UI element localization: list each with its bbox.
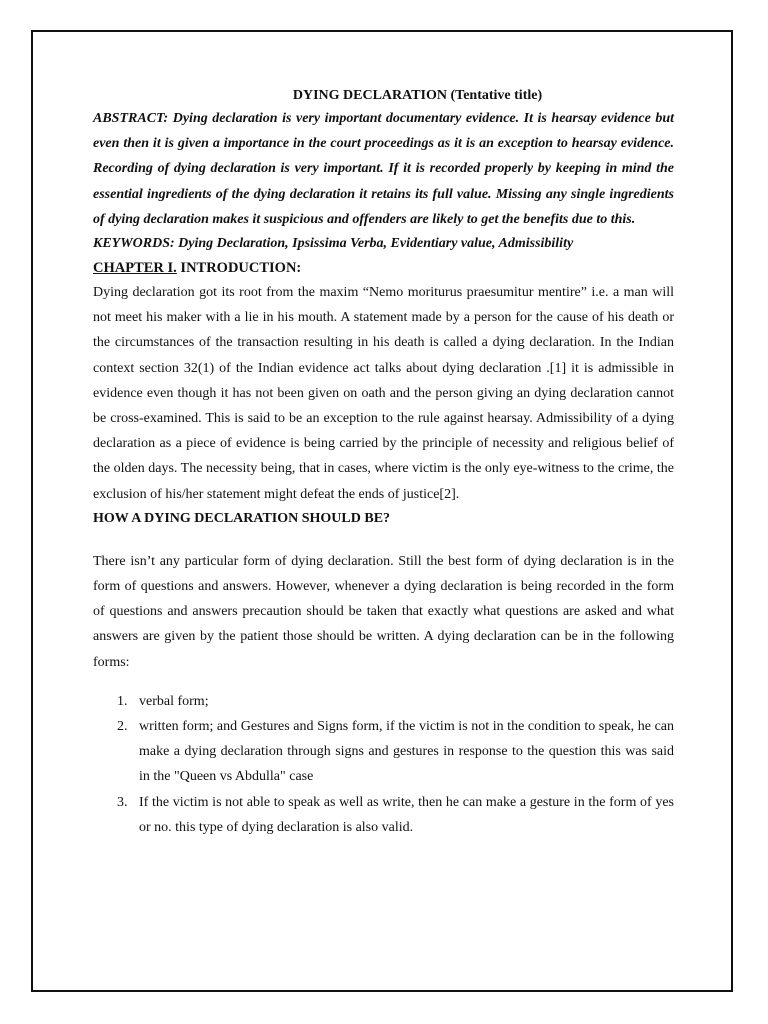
chapter-heading	[93, 256, 674, 280]
section-heading: HOW A DYING DECLARATION SHOULD BE?	[93, 510, 391, 526]
intro-paragraph: Dying declaration got its root from the maxim “Nemo moriturus praesumitur mentire” i.e. a man will not meet his maker with a lie in his mouth. A statement made by a person for the cause of his death or the circumstances of the transaction resulting in his death is called a dying declaration. In the Indian context section 32(1) of the Indian evidence act talks about dying declaration .[1] it is admissible in evidence even though it has not been given on oath and the person giving an dying declaration cannot be cross-examined. This is said to be an exception to the rule against hearsay. Admissibility of a dying declaration as a piece of evidence is being carried by the principle of necessity and religious belief of the olden days. The necessity being, that in cases, where victim is the only eye-witness to the crime, the exclusion of his/her statement might defeat the ends of justice[2].	[93, 285, 674, 502]
chapter-label: CHAPTER I.	[93, 260, 177, 277]
list-item	[93, 689, 674, 714]
abstract: ABSTRACT: Dying declaration is very important documentary evidence. It is hearsay evidence but even then it is given a importance in the court proceedings as it is an exception to hearsay evidence. Recording of dying declaration is very important. If it is recorded properly by keeping in mind the essential ingredients of the dying declaration it retains its full value. Missing any single ingredients of dying declaration makes it suspicious and offenders are likely to get the benefits due to this.	[93, 111, 674, 227]
document-body	[93, 86, 674, 840]
document-title: DYING DECLARATION (Tentative title)	[292, 88, 543, 103]
form-paragraph: There isn’t any particular form of dying declaration. Still the best form of dying declaration is in the form of questions and answers. However, whenever a dying declaration is being recorded in the form of questions and answers precaution should be taken that exactly what questions are asked and what answers are given by the patient those should be written. A dying declaration can be in the following forms:	[93, 553, 674, 670]
list-text: verbal form;	[139, 693, 209, 709]
list-number: 3.	[117, 794, 128, 810]
chapter-title: INTRODUCTION:	[176, 260, 302, 277]
list-item	[93, 714, 674, 790]
keywords: KEYWORDS: Dying Declaration, Ipsissima Verba, Evidentiary value, Admissibility	[93, 236, 574, 252]
list-number: 1.	[117, 693, 128, 709]
list-number: 2.	[117, 719, 128, 735]
list-text: If the victim is not able to speak as well as write, then he can make a gesture in the form of yes or no. this type of dying declaration is also valid.	[139, 794, 674, 835]
forms-list	[93, 689, 674, 840]
list-text: written form; and Gestures and Signs form, if the victim is not in the condition to speak, he can make a dying declaration through signs and gestures in response to the question this was said in the "Queen vs Abdulla" case	[139, 719, 674, 785]
list-item	[93, 790, 674, 840]
